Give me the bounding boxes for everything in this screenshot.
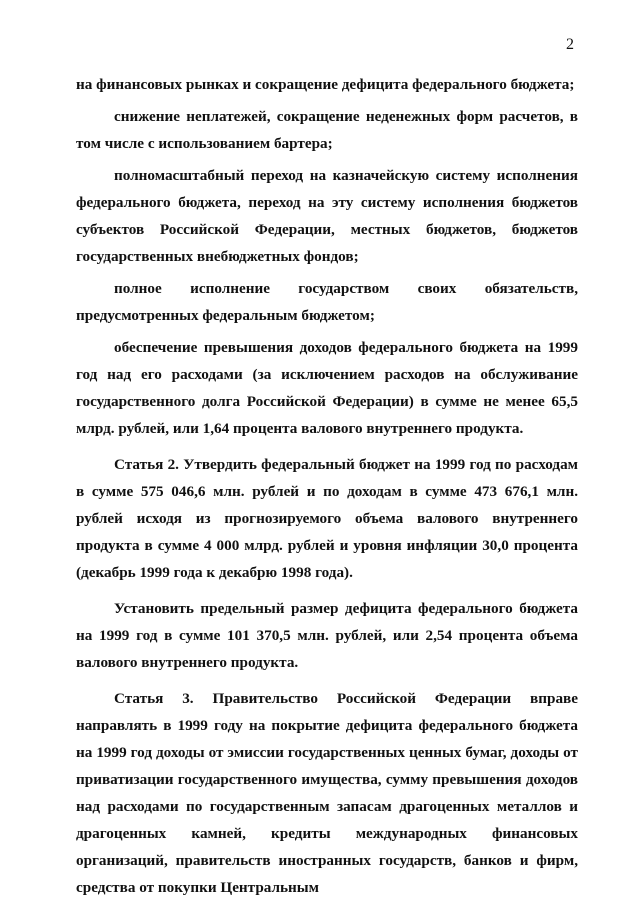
paragraph-obligations: полное исполнение государством своих обязательств, предусмотренных федеральным бюджетом; bbox=[76, 280, 578, 324]
article-3-paragraph bbox=[76, 685, 578, 901]
article-2-heading: Статья 2. bbox=[114, 456, 179, 473]
article-3-text: Правительство Российской Федерации вправе направлять в 1999 году на покрытие дефицита федерального бюджета на 1999 год доходы от эмиссии государственных ценных бумаг, доходы от приватизации государственного имущества, сумму превышения доходов над расходами по государственным запасам драгоценных металлов и драгоценных камней, кредиты международных финансовых организаций, правительств иностранных государств, банков и фирм, средства от покупки Центральным bbox=[76, 690, 578, 896]
article-2-text: Утвердить федеральный бюджет на 1999 год по расходам в сумме 575 046,6 млн. рублей и по доходам в сумме 473 676,1 млн. рублей исходя из прогнозируемого объема валового внутреннего продукта в сумме 4 000 млрд. рублей и уровня инфляции 30,0 процента (декабрь 1999 года к декабрю 1998 года). bbox=[76, 456, 579, 581]
article-3-heading: Статья 3. bbox=[114, 690, 194, 707]
paragraph-treasury-system: полномасштабный переход на казначейскую систему исполнения федерального бюджета, переход на эту систему исполнения бюджетов субъектов Российской Федерации, местных бюджетов, бюджетов государственных внебюджетных фондов; bbox=[76, 167, 578, 265]
paragraph-non-payments: снижение неплатежей, сокращение неденежных форм расчетов, в том числе с использованием бартера; bbox=[76, 108, 578, 152]
paragraph-deficit-limit: Установить предельный размер дефицита федерального бюджета на 1999 год в сумме 101 370,5 млн. рублей, или 2,54 процента объема валового внутреннего продукта. bbox=[76, 600, 578, 671]
article-2-paragraph bbox=[76, 451, 578, 586]
paragraph-surplus: обеспечение превышения доходов федерального бюджета на 1999 год над его расходами (за исключением расходов на обслуживание государственного долга Российской Федерации) в сумме не менее 65,5 млрд. рублей, или 1,64 процента валового внутреннего продукта. bbox=[76, 339, 578, 437]
page-number: 2 bbox=[566, 36, 574, 53]
paragraph-financial-markets: на финансовых рынках и сокращение дефицита федерального бюджета; bbox=[76, 76, 575, 93]
document-body bbox=[76, 71, 578, 901]
